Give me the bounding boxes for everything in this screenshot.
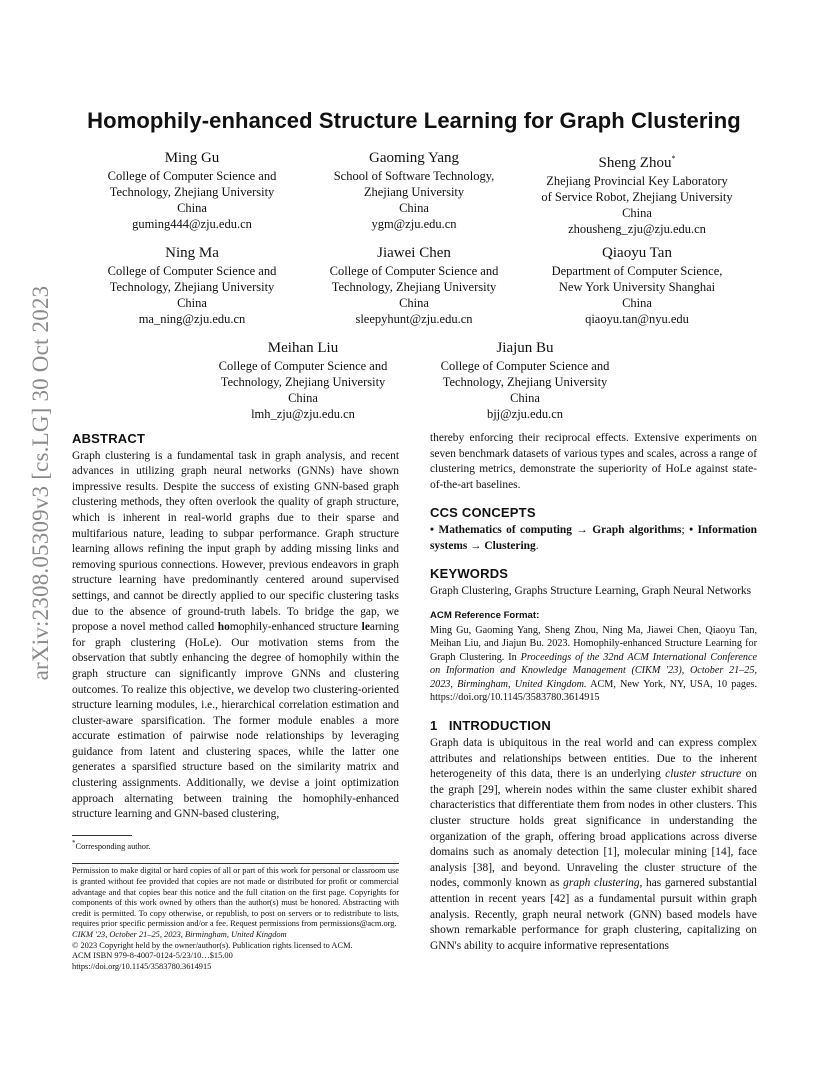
author-email: guming444@zju.edu.cn [132, 217, 252, 231]
author-email: ygm@zju.edu.cn [371, 217, 457, 231]
author-name: Meihan Liu [267, 340, 339, 356]
author-email: lmh_zju@zju.edu.cn [251, 407, 355, 421]
ccs-concept: Information systems → Clustering [430, 523, 757, 552]
author-block [425, 339, 625, 422]
author-email: sleepyhunt@zju.edu.cn [355, 312, 473, 326]
isbn: ACM ISBN 979-8-4007-0124-5/23/10…$15.00 [72, 951, 233, 961]
author-affiliation-line: College of Computer Science and [107, 169, 277, 183]
author-affiliation-line: Technology, Zhejiang University [220, 375, 386, 389]
author-email: zhousheng_zju@zju.edu.cn [568, 222, 706, 236]
abstract-text-part: mophily-enhanced structure [229, 621, 362, 634]
author-affiliation-line: China [622, 296, 652, 310]
conference-venue: CIKM '23, October 21–25, 2023, Birmingham, United Kingdom [72, 929, 287, 939]
author-affiliation-line: China [399, 201, 429, 215]
footnote-mark: * [72, 838, 76, 847]
author-affiliation-line: College of Computer Science and [440, 359, 610, 373]
author-affiliation-line: Zhejiang Provincial Key Laboratory [546, 174, 728, 188]
ccs-concept: Mathematics of computing → Graph algorithms [438, 523, 682, 536]
intro-emphasis-graph-clustering: graph clustering [563, 877, 640, 890]
abstract-continued-text: thereby enforcing their reciprocal effects. Extensive experiments on seven benchmark datasets of various types and scales, across a range of clustering metrics, demonstrate the superiority of HoLe against state-of-the-art baselines. [430, 432, 757, 491]
author-affiliation-line: China [399, 296, 429, 310]
arxiv-identifier-stamp: arXiv:2308.05309v3 [cs.LG] 30 Oct 2023 [28, 285, 53, 681]
keywords-heading: KEYWORDS [430, 566, 509, 582]
introduction-text [430, 736, 757, 961]
reference-tail: ACM, New York, NY, USA, 10 pages. https://doi.org/10.1145/3583780.3614915 [430, 678, 757, 703]
ccs-bullet: • [430, 523, 434, 536]
intro-text-part: Graph data is ubiquitous in the real world and can express complex attributes and relationships between entities. Due to the inherent heterogeneity of this data, there is an underlying [430, 736, 757, 781]
ccs-separator: ; [681, 523, 690, 536]
author-block [314, 244, 514, 327]
author-affiliation-line: Technology, Zhejiang University [442, 375, 608, 389]
reference-authors-title: Ming Gu, Gaoming Yang, Sheng Zhou, Ning Ma, Jiawei Chen, Qiaoyu Tan, Meihan Liu, and Jiajun Bu. 2023. Homophily-enhanced Structure Learning for Graph Clustering. In [430, 624, 757, 663]
author-name: Qiaoyu Tan [602, 245, 672, 261]
author-name: Ming Gu [164, 150, 220, 166]
author-affiliation-line: Technology, Zhejiang University [109, 280, 275, 294]
author-name: Ning Ma [165, 245, 219, 261]
copyright-notice: © 2023 Copyright held by the owner/author(s). Publication rights licensed to ACM. [72, 940, 353, 950]
footnote-rule [72, 835, 132, 836]
permission-text: Permission to make digital or hard copies of all or part of this work for personal or classroom use is granted without fee provided that copies are not made or distributed for profit or commercial advantage and that copies bear this notice and the full citation on the first page. Copyrights for components of this work owned by others than the author(s) must be honored. Abstracting with credit is permitted. To copy otherwise, or republish, to post on servers or to redistribute to lists, requires prior specific permission and/or a fee. Request permissions from permissions@acm.org. [72, 866, 399, 929]
author-name: Gaoming Yang [368, 150, 459, 166]
author-name [537, 149, 737, 173]
left-column [72, 431, 399, 972]
author-affiliation-line: Department of Computer Science, [551, 264, 723, 278]
reference-proceedings: Proceedings of the 32nd ACM International Conference on Information and Knowledge Management (CIKM '23), October 21–25, 2023, Birmingham, United Kingdom. [430, 651, 757, 690]
abstract-text [72, 449, 399, 832]
author-affiliation-line: Technology, Zhejiang University [331, 280, 497, 294]
author-affiliation-line: Technology, Zhejiang University [109, 185, 275, 199]
author-name: Jiajun Bu [496, 340, 554, 356]
ccs-bullet: • [689, 523, 694, 536]
author-affiliation-line: of Service Robot, Zhejiang University [541, 190, 733, 204]
author-affiliation-line: China [622, 206, 652, 220]
abstract-heading: ABSTRACT [72, 431, 146, 446]
author-name-text: Sheng Zhou [598, 155, 672, 171]
author-email: ma_ning@zju.edu.cn [138, 312, 246, 326]
author-block [537, 244, 737, 327]
corresponding-author-mark: * [671, 154, 676, 163]
author-affiliation-line: China [177, 296, 207, 310]
author-affiliation-line: China [288, 391, 318, 405]
author-name: Jiawei Chen [377, 245, 451, 261]
author-affiliation-line: China [177, 201, 207, 215]
ccs-heading: CCS CONCEPTS [430, 505, 536, 521]
author-email: qiaoyu.tan@nyu.edu [585, 312, 689, 326]
intro-text-part: on the graph [29], wherein nodes within the same cluster exhibit shared characteristics that differentiate them from nodes in other clusters. This cluster structure holds great significance in understanding the organization of the graph, offering broad applications across diverse domains such as anomaly detection [1], molecular mining [14], face analysis [38], and beyond. Unraveling the cluster structure of the nodes, commonly known as [430, 768, 757, 890]
author-email: bjj@zju.edu.cn [486, 407, 564, 421]
author-affiliation-line: College of Computer Science and [107, 264, 277, 278]
author-affiliation-line: School of Software Technology, [333, 169, 495, 183]
author-affiliation-line: China [510, 391, 540, 405]
author-block [203, 339, 403, 422]
permission-rule [72, 863, 399, 864]
introduction-heading: 1 INTRODUCTION [430, 718, 551, 734]
author-block [92, 244, 292, 327]
abstract-text-part: arning for graph clustering (HoLe). Our motivation stems from the observation that subtly enhancing the degree of homophily within the graph structure can significantly improve GNNs and clustering outcomes. To realize this objective, we develop two clustering-oriented structure learning modules, i.e., hierarchical correlation estimation and cluster-aware sparsification. The former module enables a more accurate estimation of pairwise node relationships by leveraging guidance from latent and clustering spaces, while the latter one generates a sparsified structure based on the similarity matrix and clustering assignments. Additionally, we devise a joint optimization approach alternating between training the homophily-enhanced structure learning and GNN-based clustering, [72, 621, 399, 821]
corresponding-author-footnote [72, 838, 399, 852]
author-affiliation-line: College of Computer Science and [218, 359, 388, 373]
abstract-emphasis-le: le [361, 621, 370, 634]
permission-block [72, 866, 399, 972]
right-column [430, 431, 757, 961]
footnote-text: Corresponding author. [75, 841, 151, 851]
author-affiliation-line: College of Computer Science and [329, 264, 499, 278]
ccs-concepts [430, 523, 757, 554]
author-block [92, 149, 292, 232]
ccs-end: . [535, 539, 539, 552]
author-affiliation-line: New York University Shanghai [558, 280, 716, 294]
abstract-text-part: Graph clustering is a fundamental task in graph analysis, and recent advances in utilizing graph neural networks (GNNs) have shown impressive results. Despite the success of existing GNN-based graph clustering methods, they often overlook the quality of graph structure, which is inherent in real-world graphs due to their sparse and multifarious nature, leading to subpar performance. Graph structure learning allows refining the input graph by adding missing links and removing spurious connections. However, previous endeavors in graph structure learning have predominantly centered around supervised settings, and cannot be directly applied to our specific clustering tasks due to the absence of ground-truth labels. To bridge the gap, we propose a novel method called [72, 449, 399, 634]
doi-link[interactable]: https://doi.org/10.1145/3583780.3614915 [72, 961, 212, 971]
paper-title: Homophily-enhanced Structure Learning for Graph Clustering [87, 108, 741, 133]
keywords-text: Graph Clustering, Graphs Structure Learning, Graph Neural Networks [430, 584, 752, 597]
intro-text-part: , has garnered substantial attention in recent years [42] as a fundamental pursuit within graph analysis. Recently, graph neural network (GNN) based models have shown remarkable performance for graph clustering, capitalizing on GNN's ability to acquire informative representations [430, 877, 757, 952]
intro-emphasis-cluster-structure: cluster structure [665, 768, 742, 781]
author-block [314, 149, 514, 232]
author-block [537, 149, 737, 237]
abstract-emphasis-ho: ho [217, 621, 230, 634]
reference-format-heading: ACM Reference Format: [430, 610, 540, 622]
reference-format-text [430, 624, 757, 704]
author-affiliation-line: Zhejiang University [363, 185, 465, 199]
